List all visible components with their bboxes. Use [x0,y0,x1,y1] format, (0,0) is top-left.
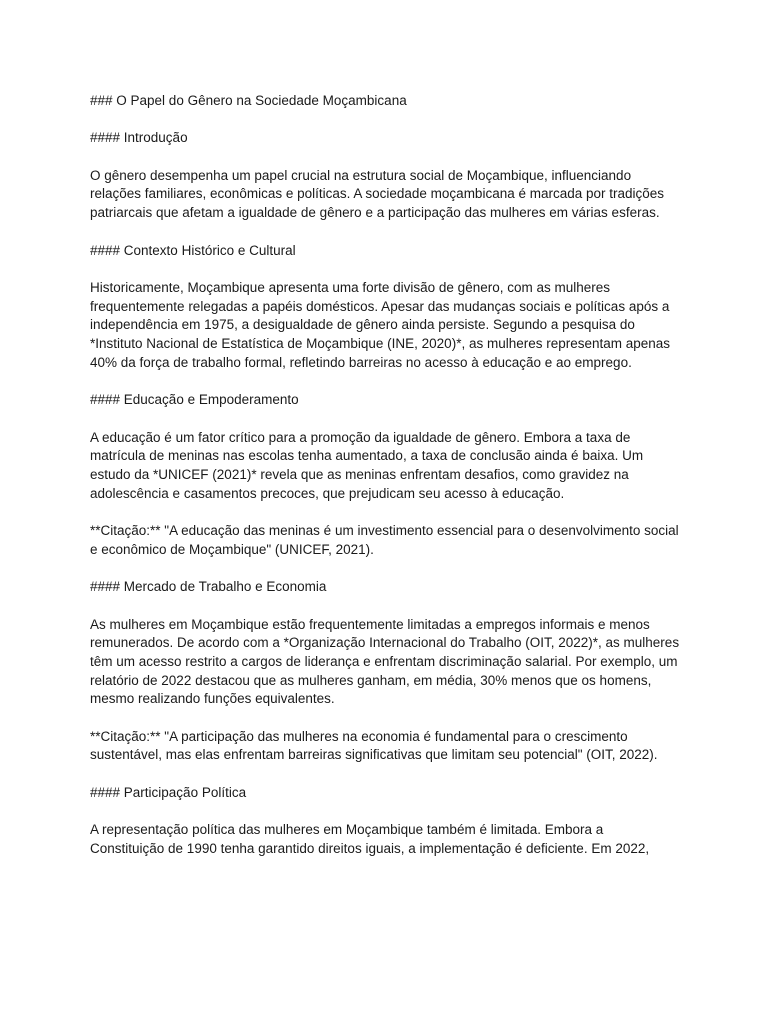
paragraph: A representação política das mulheres em Moçambique também é limitada. Embora a Constituição de 1990 tenha garantido direitos iguais, a implementação é deficiente. Em 2022, [90,822,650,856]
paragraph: O gênero desempenha um papel crucial na estrutura social de Moçambique, influenciando relações familiares, econômicas e políticas. A sociedade moçambicana é marcada por tradições patriarcais que afetam a igualdade de gênero e a participação das mulheres em várias esferas. [90,167,665,221]
paragraph: Historicamente, Moçambique apresenta uma forte divisão de gênero, com as mulheres frequentemente relegadas a papéis domésticos. Apesar das mudanças sociais e políticas após a independência em 1975, a desigualdade de gênero ainda persiste. Segundo a pesquisa do *Instituto Nacional de Estatística de Moçambique (INE, 2020)*, as mulheres representam apenas 40% da força de trabalho formal, refletindo barreiras no acesso à educação e ao emprego. [90,279,671,370]
section-heading-introducao: #### Introdução [90,130,188,146]
paragraph: A educação é um fator crítico para a promoção da igualdade de gênero. Embora a taxa de matrícula de meninas nas escolas tenha aumentado, a taxa de conclusão ainda é baixa. Um estudo da *UNICEF (2021)* revela que as meninas enfrentam desafios, como gravidez na adolescência e casamentos precoces, que prejudicam seu acesso à educação. [90,429,644,501]
section-heading-educacao: #### Educação e Empoderamento [90,392,299,408]
document-title: ### O Papel do Gênero na Sociedade Moçambicana [90,93,407,108]
citation-paragraph: **Citação:** "A participação das mulheres na economia é fundamental para o crescimento sustentável, mas elas enfrentam barreiras significativas que limitam seu potencial" (OIT, 2022). [90,728,658,763]
paragraph: As mulheres em Moçambique estão frequentemente limitadas a empregos informais e menos remunerados. De acordo com a *Organização Internacional do Trabalho (OIT, 2022)*, as mulheres têm um acesso restrito a cargos de liderança e enfrentam discriminação salarial. Por exemplo, um relatório de 2022 destacou que as mulheres ganham, em média, 30% menos que os homens, mesmo realizando funções equivalentes. [90,616,680,707]
citation-paragraph: **Citação:** "A educação das meninas é um investimento essencial para o desenvolvimento social e econômico de Moçambique" (UNICEF, 2021). [90,523,679,557]
document-body [90,92,680,877]
section-heading-participacao: #### Participação Política [90,784,247,800]
section-heading-contexto: #### Contexto Histórico e Cultural [90,242,296,258]
section-heading-mercado: #### Mercado de Trabalho e Economia [90,579,327,595]
